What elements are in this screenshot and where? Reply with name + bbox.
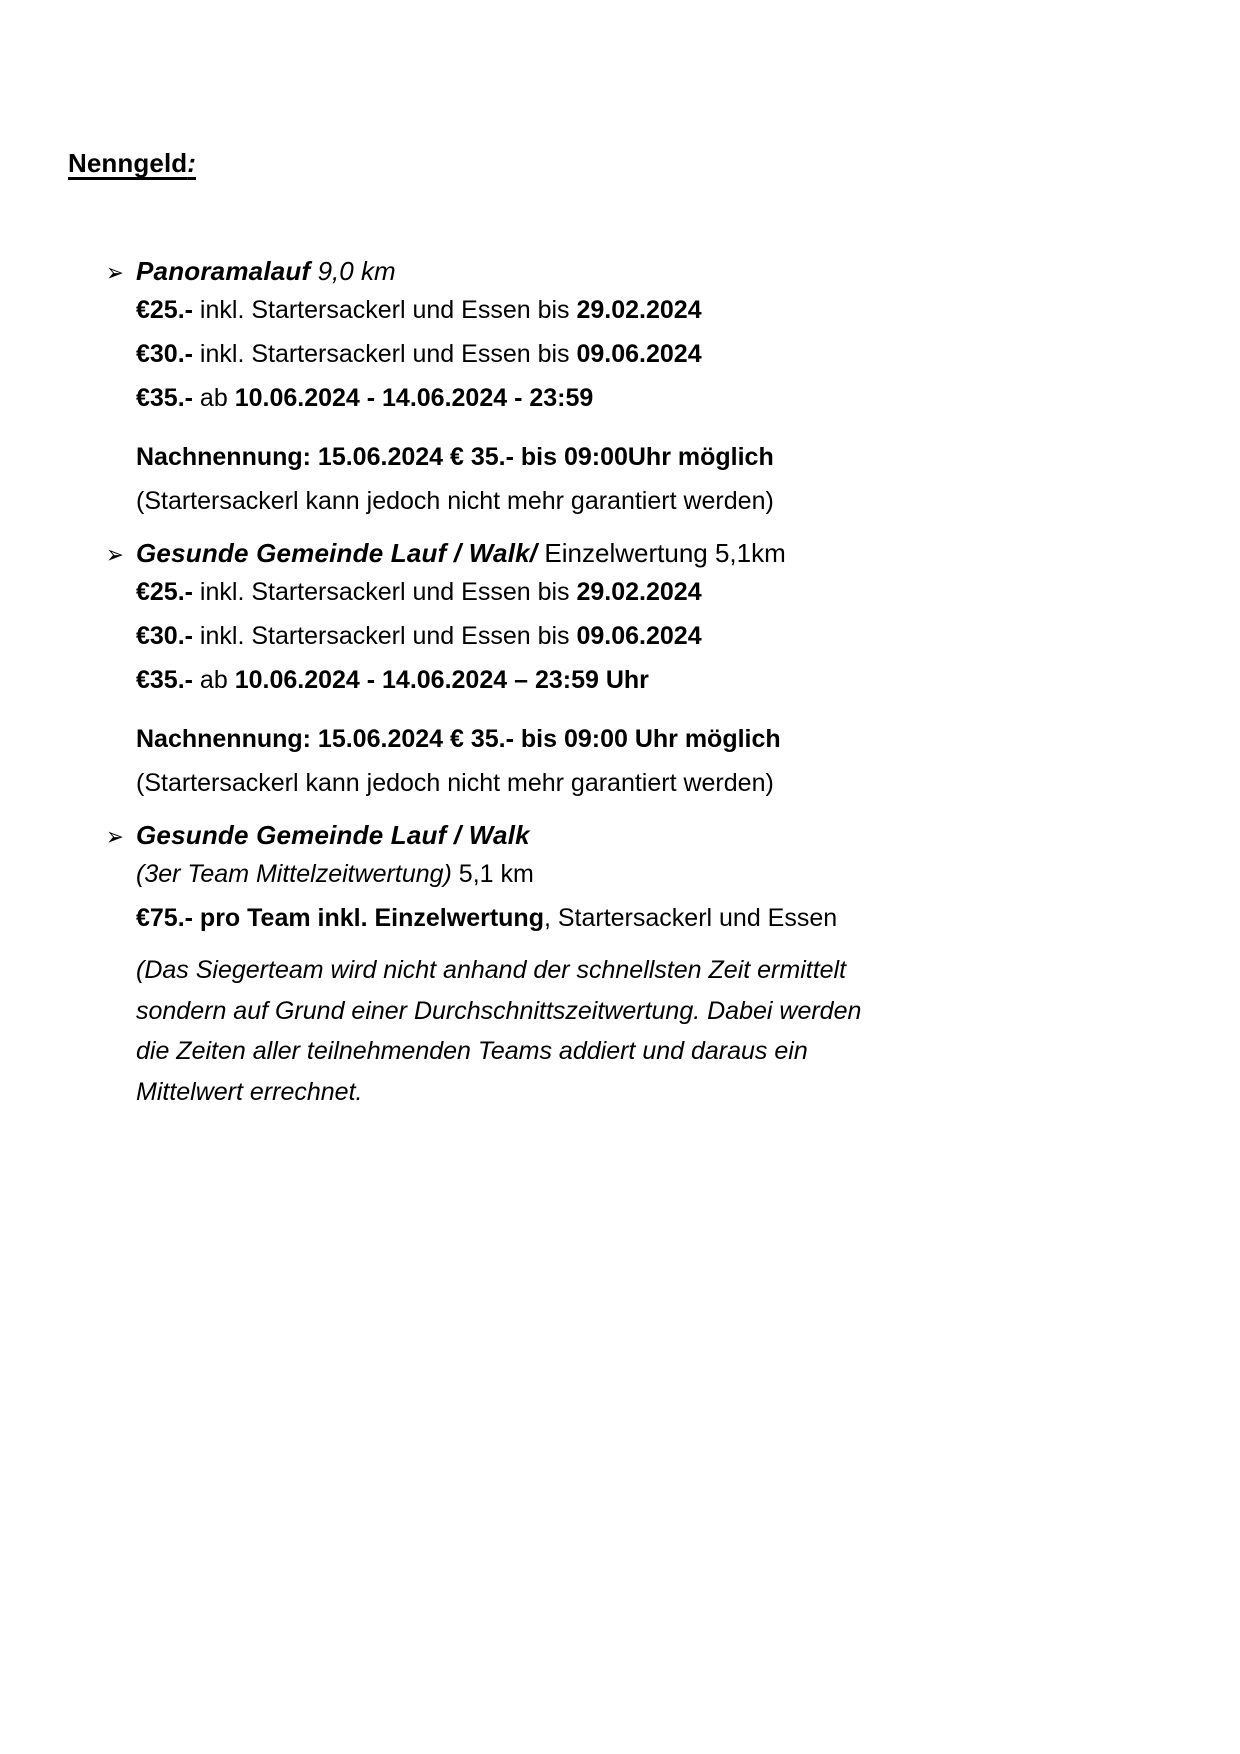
- section-body: [106, 862, 1240, 931]
- late-entry-text: Nachnennung: 15.06.2024 € 35.- bis 09:00 Uhr möglich: [136, 725, 781, 753]
- explanation-line: sondern auf Grund einer Durchschnittszeitwertung. Dabei werden: [136, 996, 862, 1025]
- price-amount: €30.-: [136, 340, 193, 368]
- price-description: ab: [192, 384, 235, 412]
- team-subtitle-line: [136, 862, 1240, 887]
- price-deadline: 29.02.2024: [576, 578, 702, 606]
- price-amount: €25.-: [136, 296, 193, 324]
- section-heading-name: Panoramalauf: [136, 256, 311, 286]
- team-price-amount: €75.- pro Team inkl. Einzelwertung: [136, 904, 544, 932]
- page-title: [68, 147, 196, 180]
- price-line: [136, 580, 1240, 605]
- section-heading-name: Gesunde Gemeinde Lauf / Walk: [136, 820, 530, 850]
- price-description: inkl. Startersackerl und Essen bis: [192, 578, 577, 606]
- arrow-bullet-icon: ➢: [106, 540, 124, 569]
- price-line: [136, 624, 1240, 649]
- section-heading-distance: Einzelwertung 5,1km: [537, 538, 786, 568]
- arrow-bullet-icon: ➢: [106, 258, 124, 287]
- page-title-text: Nenngeld: [68, 148, 188, 179]
- fee-sections: [0, 258, 1240, 1138]
- late-entry-text: Nachnennung: 15.06.2024 € 35.- bis 09:00Uhr möglich: [136, 443, 774, 471]
- section-heading: [106, 256, 1240, 287]
- price-line: [136, 386, 1240, 411]
- fee-section-gesunde-gemeinde-einzel: [0, 540, 1240, 796]
- team-scoring-explanation: [106, 950, 936, 1112]
- section-heading: [106, 538, 1240, 569]
- price-amount: €30.-: [136, 622, 193, 650]
- price-amount: €35.-: [136, 384, 193, 412]
- price-description: inkl. Startersackerl und Essen bis: [192, 296, 577, 324]
- team-price-line: [136, 906, 1240, 931]
- section-heading: [106, 820, 1240, 851]
- fee-section-gesunde-gemeinde-team: [0, 822, 1240, 1112]
- price-deadline: 10.06.2024 - 14.06.2024 – 23:59 Uhr: [234, 666, 649, 694]
- page-title-colon: :: [187, 148, 197, 179]
- late-entry-line: [136, 727, 1240, 752]
- startersackerl-note: [136, 489, 1240, 514]
- team-subtitle-type: (3er Team Mittelzeitwertung): [136, 860, 452, 888]
- startersackerl-note: [136, 771, 1240, 796]
- team-subtitle-distance: 5,1 km: [451, 860, 534, 888]
- price-description: inkl. Startersackerl und Essen bis: [192, 340, 577, 368]
- section-body: [106, 298, 1240, 514]
- price-line: [136, 298, 1240, 323]
- startersackerl-note-text: (Startersackerl kann jedoch nicht mehr garantiert werden): [136, 769, 774, 797]
- late-entry-line: [136, 445, 1240, 470]
- price-deadline: 09.06.2024: [576, 622, 702, 650]
- price-amount: €25.-: [136, 578, 193, 606]
- explanation-line: die Zeiten aller teilnehmenden Teams addiert und daraus ein: [136, 1037, 808, 1065]
- team-price-includes: , Startersackerl und Essen: [543, 904, 838, 932]
- price-amount: €35.-: [136, 666, 193, 694]
- price-line: [136, 668, 1240, 693]
- fee-section-panoramalauf: [0, 258, 1240, 514]
- price-line: [136, 342, 1240, 367]
- startersackerl-note-text: (Startersackerl kann jedoch nicht mehr garantiert werden): [136, 487, 774, 515]
- price-description: ab: [192, 666, 235, 694]
- explanation-line: Mittelwert errechnet.: [136, 1077, 363, 1106]
- arrow-bullet-icon: ➢: [106, 822, 124, 851]
- price-description: inkl. Startersackerl und Essen bis: [192, 622, 577, 650]
- section-heading-distance: 9,0 km: [310, 256, 396, 286]
- price-deadline: 29.02.2024: [576, 296, 702, 324]
- price-deadline: 10.06.2024 - 14.06.2024 - 23:59: [234, 384, 594, 412]
- explanation-line: (Das Siegerteam wird nicht anhand der schnellsten Zeit ermittelt: [136, 956, 847, 984]
- section-heading-name: Gesunde Gemeinde Lauf / Walk/: [136, 538, 538, 568]
- section-body: [106, 580, 1240, 796]
- price-deadline: 09.06.2024: [576, 340, 702, 368]
